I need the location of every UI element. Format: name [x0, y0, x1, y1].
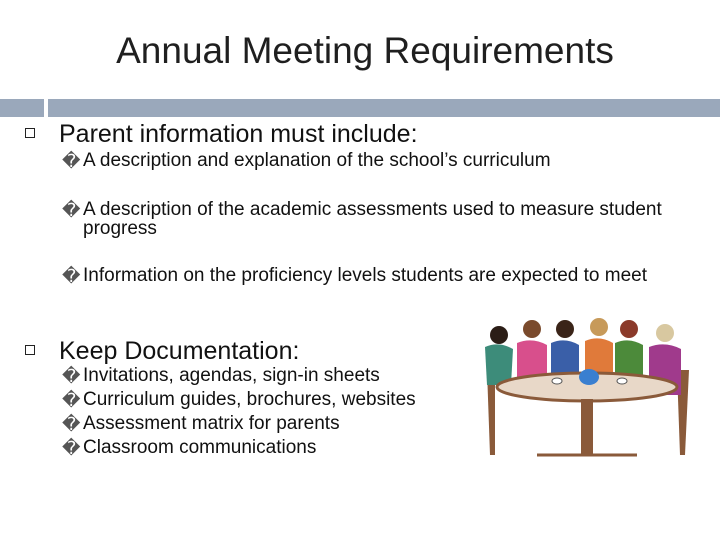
section-heading-documentation: Keep Documentation: [59, 337, 300, 365]
title-rule-left [0, 99, 44, 117]
square-bullet-icon [25, 128, 35, 138]
list-item: Classroom communications [83, 437, 317, 458]
title-rule-right [48, 99, 720, 117]
list-item: Assessment matrix for parents [83, 413, 340, 434]
square-bullet-icon [25, 345, 35, 355]
bullet-glyph-icon: � [62, 438, 81, 458]
bullet-glyph-icon: � [62, 151, 81, 171]
bullet-glyph-icon: � [62, 390, 81, 410]
list-item: A description of the academic assessments used to measure student progress [83, 199, 662, 239]
bullet-glyph-icon: � [62, 266, 81, 286]
list-item: A description and explanation of the school’s curriculum [83, 150, 551, 171]
list-item: Information on the proficiency levels students are expected to meet [83, 265, 647, 286]
slide-title: Annual Meeting Requirements [116, 30, 614, 71]
bullet-glyph-icon: � [62, 200, 81, 220]
section-heading-parent-info: Parent information must include: [59, 120, 418, 148]
bullet-glyph-icon: � [62, 414, 81, 434]
meeting-illustration-icon [477, 315, 700, 460]
list-item: Invitations, agendas, sign-in sheets [83, 365, 380, 386]
bullet-glyph-icon: � [62, 366, 81, 386]
list-item: Curriculum guides, brochures, websites [83, 389, 416, 410]
